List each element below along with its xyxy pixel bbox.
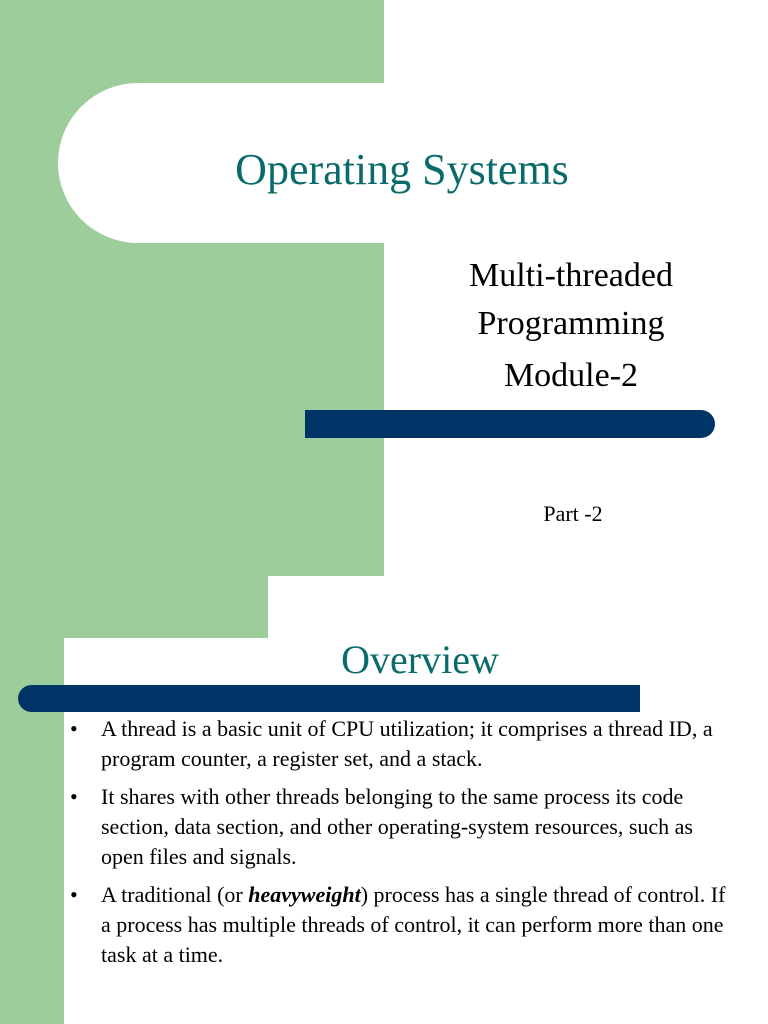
- slide2-green-strip: [0, 576, 64, 1024]
- slide1-title: Operating Systems: [235, 145, 569, 194]
- bullet-text-after: ) process has a single thread of control. If a process has multiple threads of control, it can perform more than one task at a time.: [101, 882, 726, 967]
- bullet-item: [70, 714, 732, 774]
- subtitle-line-2: Programming: [477, 305, 665, 342]
- bullet-text: [101, 882, 725, 967]
- bullet-icon: •: [70, 784, 78, 809]
- slide1-subtitle: [400, 252, 742, 348]
- bullet-emphasis: heavyweight: [248, 882, 361, 907]
- slide1-part-label: Part -2: [543, 501, 603, 526]
- overview-bullet-list: [70, 714, 732, 978]
- subtitle-line-1: Multi-threaded: [469, 257, 673, 294]
- bullet-text-before: A traditional (or: [101, 882, 249, 907]
- bullet-text: A thread is a basic unit of CPU utilization; it comprises a thread ID, a program counter, a register set, and a stack.: [101, 716, 713, 771]
- slide1-module: Module-2: [503, 357, 639, 394]
- slide2-green-block: [0, 576, 268, 638]
- bullet-text: It shares with other threads belonging to the same process its code section, data section, and other operating-system resources, such as open files and signals.: [101, 784, 693, 869]
- slide2-accent-bar: [18, 685, 640, 712]
- bullet-icon: •: [70, 882, 78, 907]
- bullet-item: [70, 782, 732, 872]
- slide1-accent-bar: [305, 410, 715, 438]
- bullet-icon: •: [70, 716, 78, 741]
- slide2-title: Overview: [341, 637, 499, 682]
- bullet-item: [70, 880, 732, 970]
